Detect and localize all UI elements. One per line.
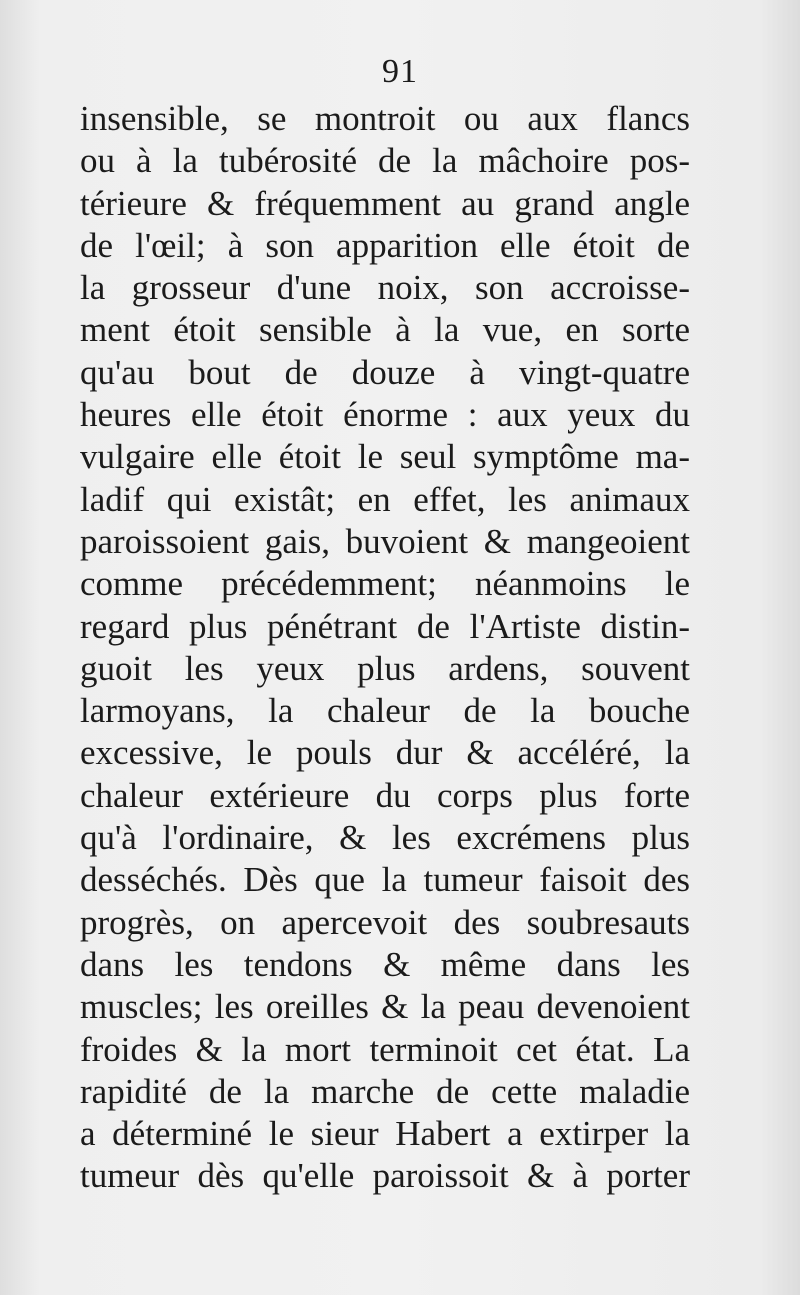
text-line: térieure & fréquemment au grand angle [80,183,690,223]
text-line: la grosseur d'une noix, son accroisse- [80,268,690,308]
text-line: qu'à l'ordinaire, & les excrémens plus [80,818,690,858]
text-line: desséchés. Dès que la tumeur faisoit des [80,860,690,900]
text-line: froides & la mort terminoit cet état. La [80,1029,690,1069]
text-line: larmoyans, la chaleur de la bouche [80,691,690,731]
text-line: ou à la tubérosité de la mâchoire pos- [80,141,690,181]
text-line: rapidité de la marche de cette maladie [80,1071,690,1111]
text-line: heures elle étoit énorme : aux yeux du [80,395,690,435]
text-line: de l'œil; à son apparition elle étoit de [80,225,690,265]
text-line: comme précédemment; néanmoins le [80,564,690,604]
text-line: insensible, se montroit ou aux flancs [80,99,690,138]
text-line: guoit les yeux plus ardens, souvent [80,648,690,688]
text-line: dans les tendons & même dans les [80,944,690,984]
body-text [80,98,690,1198]
text-line: a déterminé le sieur Habert a extirper la [80,1114,690,1154]
text-line: progrès, on apercevoit des soubresauts [80,902,690,942]
text-line: qu'au bout de douze à vingt-quatre [80,352,690,392]
text-line: vulgaire elle étoit le seul symptôme ma- [80,437,690,477]
text-line: ladif qui existât; en effet, les animaux [80,479,690,519]
page-number: 91 [382,53,418,90]
text-line: paroissoient gais, buvoient & mangeoient [80,521,690,561]
text-line: chaleur extérieure du corps plus forte [80,775,690,815]
text-line: muscles; les oreilles & la peau devenoient [80,987,690,1027]
text-line: tumeur dès qu'elle paroissoit & à porter [80,1156,690,1196]
text-line: excessive, le pouls dur & accéléré, la [80,733,690,773]
text-line: regard plus pénétrant de l'Artiste distin- [80,606,690,646]
text-line: ment étoit sensible à la vue, en sorte [80,310,690,350]
